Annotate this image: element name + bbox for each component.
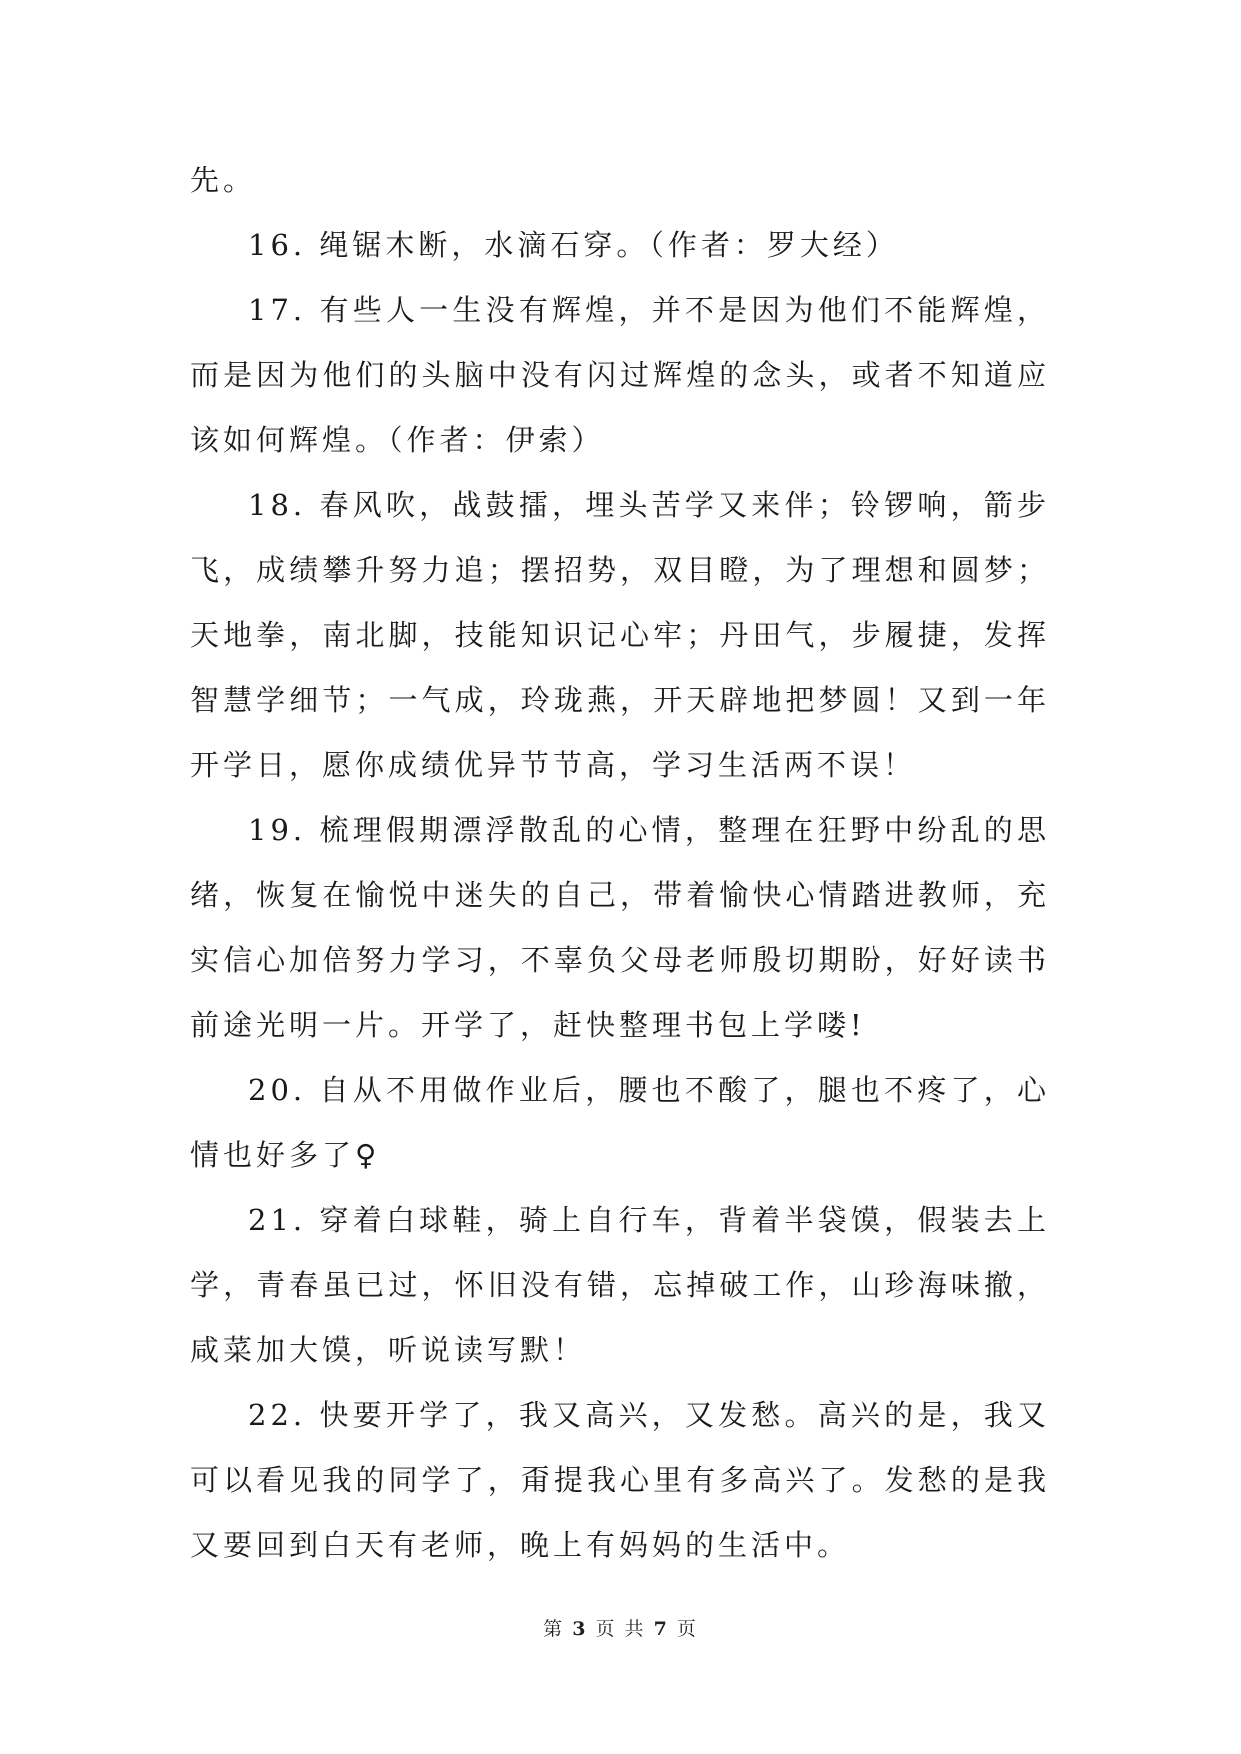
list-item: 17. 有些人一生没有辉煌，并不是因为他们不能辉煌，而是因为他们的头脑中没有闪过辉煌的念头，或者不知道应该如何辉煌。（作者：伊索） (190, 293, 1050, 457)
list-item: 18. 春风吹，战鼓擂，埋头苦学又来伴；铃锣响，箭步飞，成绩攀升努力追；摆招势，双目瞪，为了理想和圆梦；天地拳，南北脚，技能知识记心牢；丹田气，步履捷，发挥智慧学细节；一气成，玲珑燕，开天辟地把梦圆！又到一年开学日，愿你成绩优异节节高，学习生活两不误！ (190, 488, 1050, 782)
list-item: 16. 绳锯木断，水滴石穿。（作者：罗大经） (248, 228, 899, 262)
footer-middle: 页 共 (595, 1618, 646, 1640)
list-item: 19. 梳理假期漂浮散乱的心情，整理在狂野中纷乱的思绪，恢复在愉悦中迷失的自己，带着愉快心情踏进教师，充实信心加倍努力学习，不辜负父母老师殷切期盼，好好读书前途光明一片。开学了，赶快整理书包上学喽! (190, 813, 1050, 1042)
total-pages: 7 (653, 1618, 669, 1640)
document-body (190, 148, 1050, 1578)
footer-suffix: 页 (676, 1618, 698, 1640)
continuation-paragraph: 先。 (190, 163, 257, 197)
page-number: 3 (572, 1618, 588, 1640)
footer-prefix: 第 (543, 1618, 565, 1640)
list-item: 21. 穿着白球鞋，骑上自行车，背着半袋馍，假装去上学，青春虽已过，怀旧没有错，忘掉破工作，山珍海味撤，咸菜加大馍，听说读写默！ (190, 1203, 1050, 1367)
list-item: 20. 自从不用做作业后，腰也不酸了，腿也不疼了，心情也好多了♀ (190, 1073, 1050, 1172)
list-item: 22. 快要开学了，我又高兴，又发愁。高兴的是，我又可以看见我的同学了，甭提我心里有多高兴了。发愁的是我又要回到白天有老师，晚上有妈妈的生活中。 (190, 1398, 1050, 1562)
page-footer (0, 1614, 1241, 1641)
